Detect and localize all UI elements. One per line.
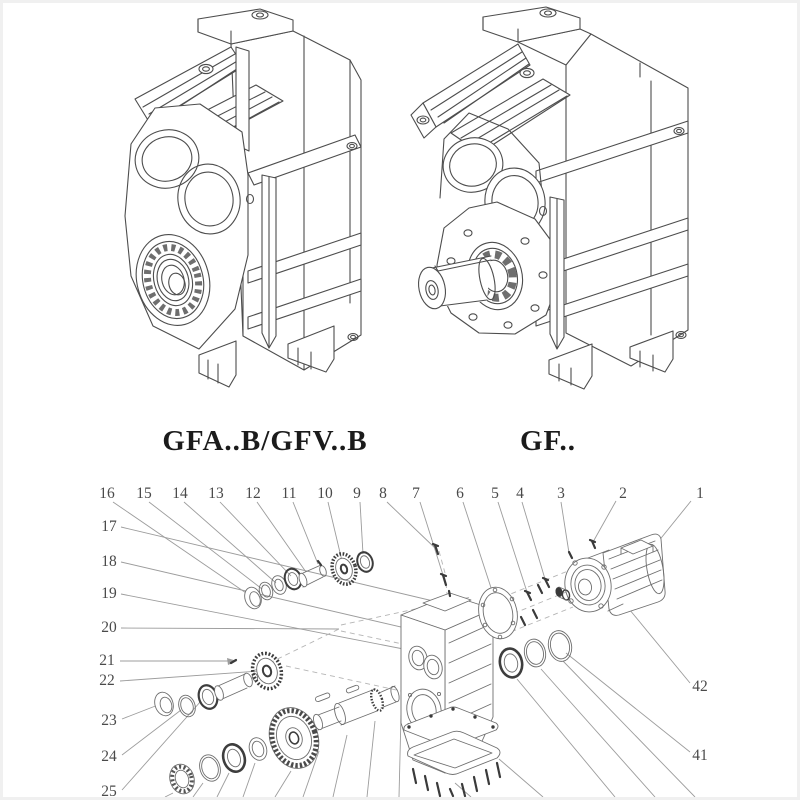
callout-number-1: 1 bbox=[696, 485, 704, 502]
callout-number-25: 25 bbox=[101, 783, 117, 797]
callout-number-20: 20 bbox=[101, 619, 117, 636]
gf-line-drawing bbox=[411, 7, 688, 389]
figure-label-gf: GF.. bbox=[519, 425, 577, 457]
exploded-parts-diagram bbox=[99, 485, 708, 797]
leader-line-17 bbox=[121, 527, 467, 609]
callout-number-4: 4 bbox=[516, 485, 524, 502]
callout-number-21: 21 bbox=[99, 652, 115, 669]
leader-line-11 bbox=[293, 502, 318, 564]
callout-number-24: 24 bbox=[101, 748, 117, 765]
leader-line-2 bbox=[593, 501, 616, 542]
leader-line-20 bbox=[121, 628, 339, 629]
callout-number-5: 5 bbox=[491, 485, 499, 502]
leader-line-12 bbox=[257, 502, 306, 572]
leader-line-6 bbox=[463, 502, 495, 600]
leader-line-23 bbox=[122, 705, 158, 719]
callout-number-9: 9 bbox=[353, 485, 361, 502]
leader-line-16 bbox=[113, 502, 249, 595]
callout-number-13: 13 bbox=[208, 485, 224, 502]
callout-number-2: 2 bbox=[619, 485, 627, 502]
callout-number-6: 6 bbox=[456, 485, 464, 502]
leader-line-41 bbox=[566, 653, 690, 752]
leader-line-3 bbox=[561, 502, 569, 553]
input-shaft-assembly bbox=[242, 550, 375, 611]
callout-number-7: 7 bbox=[412, 485, 420, 502]
callout-number-10: 10 bbox=[317, 485, 333, 502]
technical-drawing-svg bbox=[3, 3, 797, 797]
callout-number-41: 41 bbox=[692, 747, 708, 764]
gfa-gfv-line-drawing bbox=[125, 9, 361, 387]
leader-line-10 bbox=[328, 502, 342, 561]
figure-label-gfa-gfv: GFA..B/GFV..B bbox=[162, 425, 368, 457]
callout-number-14: 14 bbox=[172, 485, 188, 502]
leader-line-19 bbox=[121, 594, 424, 653]
callout-number-15: 15 bbox=[136, 485, 152, 502]
callout-number-18: 18 bbox=[101, 553, 117, 570]
callout-number-11: 11 bbox=[281, 485, 297, 502]
leader-line-9 bbox=[360, 502, 363, 554]
callout-number-16: 16 bbox=[99, 485, 115, 502]
callout-number-23: 23 bbox=[101, 712, 117, 729]
leader-line-5 bbox=[498, 502, 527, 592]
leader-line-4 bbox=[522, 502, 545, 579]
leader-line-22 bbox=[120, 671, 259, 681]
callout-number-22: 22 bbox=[99, 672, 115, 689]
electric-motor bbox=[555, 534, 668, 615]
callout-number-42: 42 bbox=[692, 678, 708, 695]
leader-line-15 bbox=[149, 502, 262, 589]
callout-number-3: 3 bbox=[557, 485, 565, 502]
leader-line-8 bbox=[387, 502, 435, 548]
callout-number-12: 12 bbox=[245, 485, 261, 502]
callout-number-8: 8 bbox=[379, 485, 387, 502]
leader-line-14 bbox=[184, 502, 276, 583]
intermediate-pinion-assembly bbox=[152, 650, 286, 719]
leader-line-24 bbox=[122, 710, 181, 755]
callout-number-19: 19 bbox=[101, 585, 117, 602]
callout-number-17: 17 bbox=[101, 518, 117, 535]
leader-line-7 bbox=[420, 502, 443, 575]
